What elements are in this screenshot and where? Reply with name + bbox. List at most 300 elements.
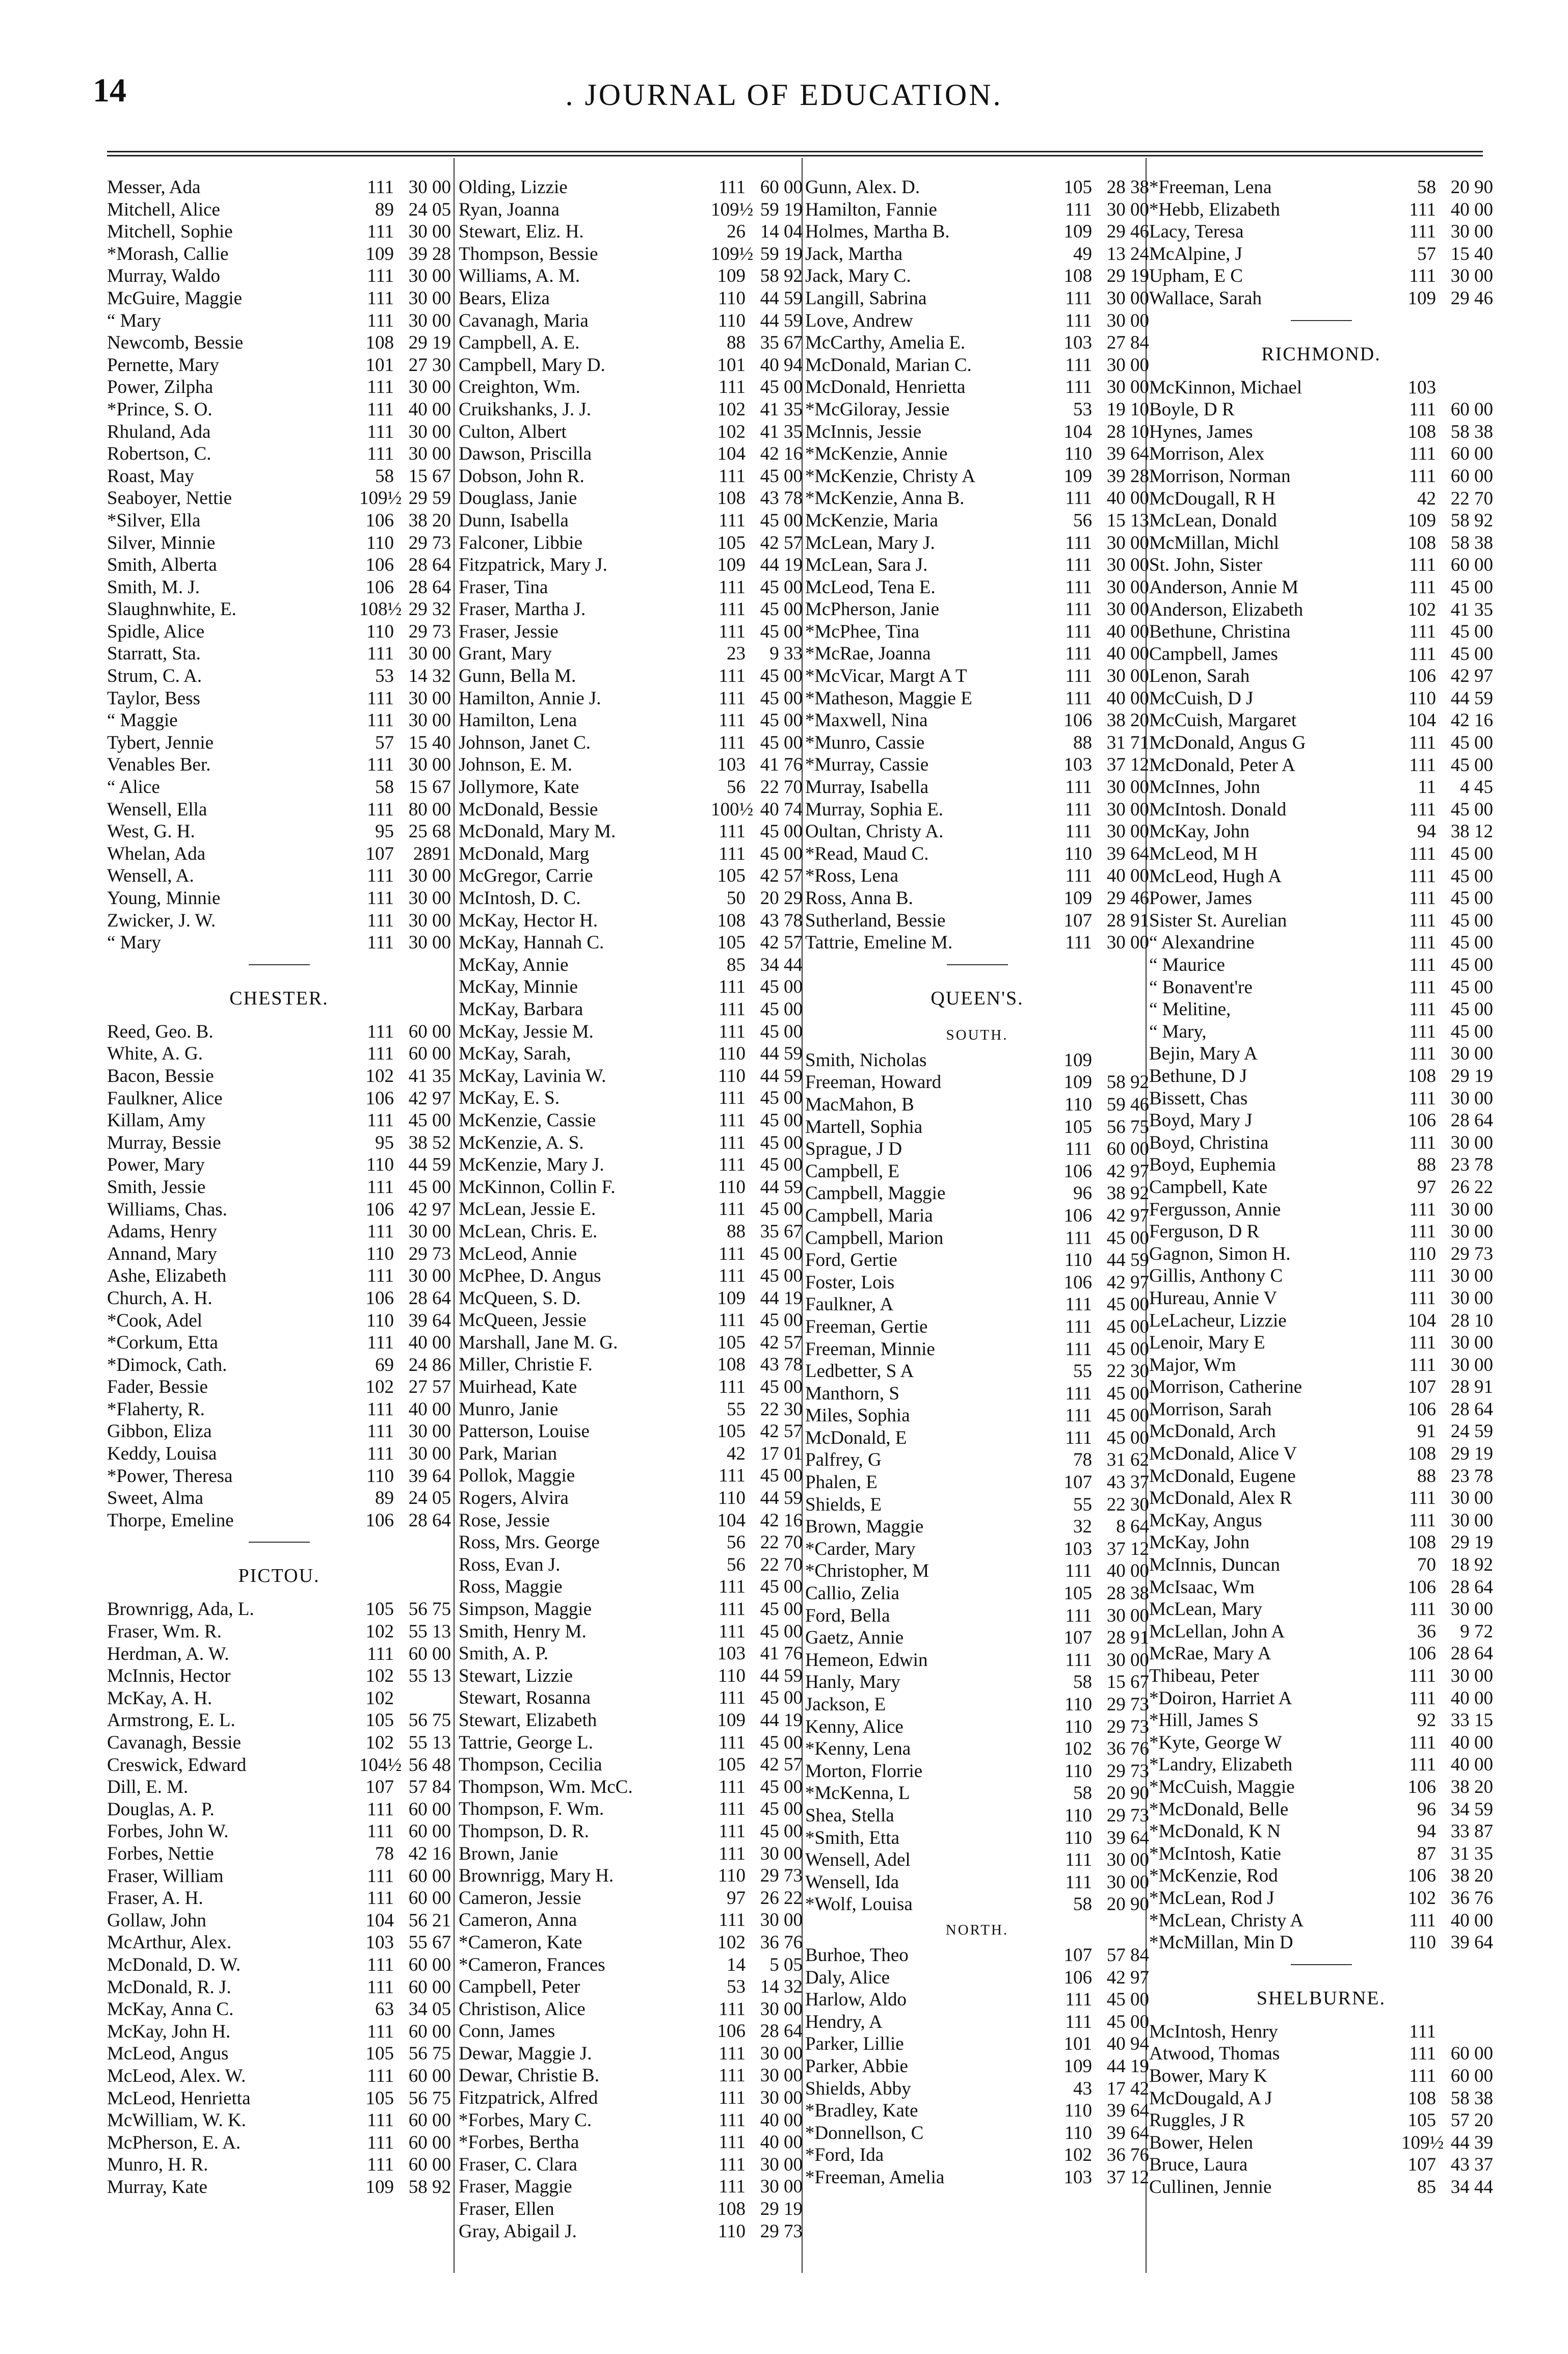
entry-amount: 40 00	[1106, 1560, 1149, 1582]
entry-days: 102	[365, 1377, 394, 1398]
list-row	[805, 1116, 1149, 1139]
entry-name: Williams, A. M.	[459, 266, 580, 287]
entry-name: Mitchell, Alice	[107, 199, 220, 220]
list-row	[1149, 1554, 1493, 1576]
list-row	[459, 1065, 803, 1088]
entry-amount: 30 00	[1106, 1649, 1149, 1671]
entry-name: McInnis, Duncan	[1149, 1554, 1280, 1576]
entry-name: Christison, Alice	[459, 1998, 586, 2020]
entry-amount: 23 78	[1450, 1465, 1493, 1487]
list-row	[805, 354, 1149, 377]
entry-days: 103	[365, 1932, 394, 1953]
list-row	[1149, 1843, 1493, 1865]
entry-amount: 44 59	[760, 310, 803, 331]
entry-amount: 40 74	[760, 799, 803, 820]
entry-name: McQueen, Jessie	[459, 1310, 587, 1331]
entry-amount: 58 92	[760, 266, 803, 287]
entry-days: 106	[365, 510, 394, 531]
entry-name: Kenny, Alice	[805, 1716, 903, 1737]
list-row	[107, 754, 451, 776]
entry-amount: 44 19	[760, 1287, 803, 1309]
entry-name: Hamilton, Fannie	[805, 199, 937, 220]
list-row	[1149, 399, 1493, 421]
entry-amount: 60 00	[1450, 399, 1493, 420]
list-row	[107, 1954, 451, 1976]
list-row	[107, 2065, 451, 2087]
entry-amount: 30 00	[760, 2043, 803, 2064]
entry-amount: 30 00	[1450, 1199, 1493, 1220]
entry-days: 26	[727, 221, 746, 243]
entry-amount: 30 00	[1106, 599, 1149, 620]
list-row	[1149, 2154, 1493, 2176]
list-row	[107, 1932, 451, 1954]
entry-name: Burhoe, Theo	[805, 1944, 909, 1966]
entry-amount: 42 57	[760, 1754, 803, 1776]
entry-name: “ Mary	[107, 310, 161, 331]
entry-amount: 31 71	[1106, 732, 1149, 753]
list-row	[107, 1132, 451, 1154]
entry-days: 107	[1064, 910, 1092, 931]
entry-days: 96	[1073, 1183, 1092, 1204]
entry-days: 104	[1064, 421, 1092, 442]
entry-amount: 30 00	[408, 377, 451, 398]
list-row	[107, 243, 451, 266]
entry-days: 111	[1065, 488, 1092, 509]
entry-days: 111	[367, 1443, 394, 1465]
entry-name: Fraser, Martha J.	[459, 599, 586, 620]
section-heading: SHELBURNE.	[1256, 1987, 1386, 2009]
entry-days: 94	[1417, 1821, 1436, 1842]
list-row	[805, 1989, 1149, 2011]
entry-name: *Dimock, Cath.	[107, 1354, 227, 1376]
list-row	[459, 2131, 803, 2154]
list-row	[1149, 910, 1493, 932]
entry-name: Thompson, F. Wm.	[459, 1798, 604, 1820]
list-row	[1149, 1420, 1493, 1443]
entry-name: Herdman, A. W.	[107, 1643, 229, 1664]
entry-amount: 30 00	[1450, 1510, 1493, 1531]
entry-name: Messer, Ada	[107, 177, 201, 198]
entry-days: 91	[1417, 1421, 1436, 1442]
entry-name: McCarthy, Amelia E.	[805, 332, 966, 354]
entry-days: 111	[1409, 554, 1436, 576]
entry-amount: 5 05	[769, 1954, 803, 1975]
list-row	[107, 1510, 451, 1532]
list-row	[1149, 1398, 1493, 1421]
list-row	[459, 1287, 803, 1310]
list-row	[805, 776, 1149, 799]
list-row	[459, 1176, 803, 1199]
entry-name: Sprague, J D	[805, 1139, 902, 1160]
column-4	[1149, 176, 1493, 2198]
entry-name: McKay, Hector H.	[459, 910, 598, 931]
list-row	[1149, 843, 1493, 865]
entry-amount: 45 00	[760, 1109, 803, 1131]
list-row	[805, 1471, 1149, 1494]
entry-amount: 59 19	[760, 199, 803, 220]
entry-name: Murray, Bessie	[107, 1132, 221, 1153]
list-row	[1149, 776, 1493, 799]
list-row	[805, 2166, 1149, 2189]
list-row	[459, 1643, 803, 1665]
entry-amount: 60 00	[408, 2132, 451, 2153]
entry-days: 111	[1409, 955, 1436, 975]
list-row	[459, 465, 803, 488]
list-row	[805, 332, 1149, 354]
entry-name: Bower, Helen	[1149, 2132, 1254, 2153]
entry-name: Shields, E	[805, 1494, 882, 1515]
list-row	[1149, 554, 1493, 576]
entry-days: 111	[367, 1888, 394, 1909]
list-row	[805, 1694, 1149, 1716]
list-row	[1149, 199, 1493, 221]
list-row	[107, 510, 451, 532]
list-row	[459, 510, 803, 532]
entry-amount: 38 20	[1450, 1865, 1493, 1887]
entry-name: *McDonald, K N	[1149, 1821, 1281, 1842]
entry-days: 111	[1065, 1989, 1092, 2011]
entry-days: 89	[375, 1488, 394, 1509]
list-row	[1149, 1709, 1493, 1732]
entry-name: McKay, Barbara	[459, 998, 583, 1020]
entry-amount: 20 29	[760, 888, 803, 909]
section-heading: CHESTER.	[229, 987, 329, 1009]
entry-name: *McDonald, Belle	[1149, 1798, 1289, 1820]
entry-name: McLean, Sara J.	[805, 554, 928, 576]
entry-amount: 45 00	[760, 710, 803, 731]
list-row	[107, 621, 451, 643]
entry-days: 111	[1409, 1332, 1436, 1354]
entry-days: 106	[365, 1088, 394, 1109]
list-row	[1149, 1754, 1493, 1776]
list-row	[805, 1944, 1149, 1967]
entry-amount: 45 00	[760, 843, 803, 864]
list-row	[459, 998, 803, 1021]
entry-days: 109	[717, 1709, 746, 1731]
entry-name: Armstrong, E. L.	[107, 1710, 235, 1731]
entry-days: 111	[1409, 199, 1436, 220]
entry-amount: 45 00	[760, 1732, 803, 1753]
list-row	[805, 1805, 1149, 1827]
entry-days: 88	[727, 1221, 746, 1242]
entry-amount: 39 64	[1106, 843, 1149, 864]
entry-name: Pollok, Maggie	[459, 1465, 575, 1487]
list-row	[459, 287, 803, 310]
list-row	[1149, 1109, 1493, 1132]
entry-name: Manthorn, S	[805, 1383, 899, 1404]
entry-days: 95	[375, 821, 394, 842]
entry-days: 111	[1409, 799, 1436, 820]
entry-days: 111	[1065, 377, 1092, 398]
list-row	[805, 576, 1149, 599]
entry-name: *Forbes, Bertha	[459, 2132, 579, 2153]
entry-amount: 22 70	[760, 1554, 803, 1575]
entry-amount: 38 20	[408, 510, 451, 531]
list-row	[107, 332, 451, 354]
entry-name: Patterson, Louise	[459, 1421, 590, 1442]
entry-name: McMillan, Michl	[1149, 532, 1279, 553]
entry-name: McRae, Mary A	[1149, 1643, 1271, 1664]
entry-amount: 45 00	[760, 1265, 803, 1287]
entry-amount: 40 00	[1450, 1732, 1493, 1753]
entry-days: 111	[719, 821, 746, 842]
entry-amount: 58 38	[1450, 421, 1493, 442]
list-row	[107, 709, 451, 732]
entry-name: Ross, Maggie	[459, 1576, 563, 1598]
list-row	[107, 1332, 451, 1354]
entry-days: 111	[367, 1954, 394, 1975]
entry-days: 106	[1407, 1110, 1436, 1131]
list-row	[805, 1893, 1149, 1916]
entry-amount: 55 67	[408, 1932, 451, 1953]
entry-days: 32	[1073, 1516, 1092, 1538]
list-row	[805, 243, 1149, 266]
entry-name: Gollaw, John	[107, 1910, 206, 1931]
entry-days: 110	[366, 1154, 394, 1176]
list-row	[1149, 1465, 1493, 1488]
list-row	[805, 1582, 1149, 1605]
entry-amount: 40 00	[1106, 488, 1149, 509]
entry-days: 111	[367, 1110, 394, 1131]
entry-days: 102	[1407, 599, 1436, 620]
entry-name: *Power, Theresa	[107, 1465, 233, 1487]
entry-days: 111	[719, 1154, 746, 1176]
entry-days: 111	[1065, 599, 1092, 620]
entry-days: 111	[1409, 843, 1436, 865]
entry-name: Fraser, Maggie	[459, 2176, 572, 2198]
list-row	[107, 2176, 451, 2199]
entry-amount: 43 78	[760, 1354, 803, 1376]
entry-name: Ross, Evan J.	[459, 1554, 561, 1575]
entry-name: Hanly, Mary	[805, 1672, 900, 1693]
entry-days: 111	[1065, 532, 1092, 553]
entry-days: 100½	[711, 799, 754, 820]
entry-name: Ford, Gertie	[805, 1250, 897, 1271]
entry-days: 111	[1409, 221, 1436, 243]
entry-amount: 39 64	[1106, 2100, 1149, 2122]
list-row	[1149, 243, 1493, 266]
entry-amount: 30 00	[1450, 1488, 1493, 1509]
section-heading: QUEEN'S.	[931, 987, 1024, 1009]
entry-name: Fraser, A. H.	[107, 1888, 203, 1909]
entry-days: 105	[717, 1421, 746, 1442]
entry-name: Campbell, Peter	[459, 1976, 580, 1998]
list-row	[805, 1827, 1149, 1849]
entry-amount: 45 00	[1450, 1021, 1493, 1042]
entry-name: Tattrie, George L.	[459, 1732, 593, 1753]
entry-amount: 45 00	[1106, 1383, 1149, 1404]
entry-days: 103	[1064, 1538, 1092, 1559]
list-row	[107, 1443, 451, 1465]
entry-amount: 30 00	[1106, 777, 1149, 798]
entry-days: 106	[717, 2021, 746, 2042]
entry-amount: 45 00	[760, 666, 803, 687]
entry-name: *Ford, Ida	[805, 2145, 884, 2166]
list-row	[1149, 221, 1493, 243]
entry-name: “ Mary	[107, 932, 161, 954]
entry-days: 105	[365, 1710, 394, 1731]
entry-amount: 41 35	[760, 399, 803, 420]
entry-name: *McKenzie, Christy A	[805, 465, 975, 487]
entry-days: 102	[717, 1932, 746, 1953]
entry-amount: 30 00	[408, 443, 451, 465]
entry-days: 111	[719, 1732, 746, 1753]
list-row	[107, 687, 451, 710]
entry-days: 110	[366, 1465, 394, 1487]
entry-name: McDonald, Henrietta	[805, 377, 966, 398]
list-row	[107, 2109, 451, 2132]
list-row	[1149, 1376, 1493, 1398]
entry-days: 105	[365, 1599, 394, 1620]
entry-name: “ Alice	[107, 777, 160, 798]
entry-amount: 13 24	[1106, 243, 1149, 265]
entry-amount: 22 30	[1106, 1494, 1149, 1515]
entry-days: 42	[1417, 488, 1436, 509]
entry-name: Parker, Abbie	[805, 2055, 908, 2077]
list-row	[1149, 1576, 1493, 1599]
entry-amount: 24 05	[408, 199, 451, 220]
entry-amount: 36 76	[760, 1932, 803, 1953]
list-row	[107, 910, 451, 932]
entry-days: 102	[717, 399, 746, 420]
list-row	[459, 754, 803, 776]
entry-days: 111	[1409, 1043, 1436, 1065]
entry-name: Spidle, Alice	[107, 621, 205, 642]
list-row	[1149, 887, 1493, 910]
entry-days: 111	[1409, 1265, 1436, 1287]
entry-amount: 30 00	[408, 710, 451, 731]
entry-days: 111	[1065, 1383, 1092, 1404]
entry-days: 111	[1065, 1316, 1092, 1337]
entry-amount: 45 00	[1450, 621, 1493, 643]
entry-days: 49	[1073, 243, 1092, 265]
entry-amount: 30 00	[1106, 287, 1149, 309]
entry-amount: 30 00	[1450, 1043, 1493, 1065]
entry-name: *McGiloray, Jessie	[805, 399, 950, 420]
entry-days: 106	[1407, 666, 1436, 687]
entry-days: 111	[1409, 910, 1436, 931]
entry-amount: 39 64	[1106, 1827, 1149, 1848]
list-row	[1149, 1132, 1493, 1154]
list-row	[459, 598, 803, 621]
list-row	[1149, 443, 1493, 465]
entry-name: McKay, Sarah,	[459, 1043, 571, 1065]
entry-name: Campbell, Kate	[1149, 1176, 1268, 1198]
entry-days: 108	[717, 910, 746, 931]
entry-amount: 28 64	[408, 576, 451, 598]
list-row	[805, 1738, 1149, 1760]
entry-days: 111	[719, 998, 746, 1020]
entry-amount: 45 00	[1106, 2011, 1149, 2032]
entry-days: 111	[719, 576, 746, 598]
list-row	[107, 1154, 451, 1176]
entry-amount: 55 13	[408, 1732, 451, 1753]
entry-amount: 40 00	[1450, 199, 1493, 220]
entry-days: 109	[1064, 1049, 1092, 1071]
list-row	[805, 1249, 1149, 1272]
entry-days: 111	[367, 1798, 394, 1820]
list-row	[107, 1065, 451, 1088]
entry-amount: 42 97	[408, 1199, 451, 1220]
entry-name: McKay, John H.	[107, 2021, 231, 2042]
list-row	[107, 1465, 451, 1488]
entry-amount: 41 35	[1450, 599, 1493, 620]
entry-amount: 40 00	[1106, 621, 1149, 642]
list-row	[1149, 1287, 1493, 1310]
entry-name: Faulkner, Alice	[107, 1088, 223, 1109]
entry-amount: 28 64	[408, 1510, 451, 1531]
section-divider	[107, 954, 451, 976]
entry-days: 111	[719, 1843, 746, 1864]
entry-amount: 45 00	[760, 976, 803, 998]
entry-amount: 29 19	[1450, 1532, 1493, 1553]
list-row	[107, 1887, 451, 1910]
entry-name: *Christopher, M	[805, 1560, 929, 1582]
entry-days: 110	[1064, 1694, 1092, 1715]
entry-days: 107	[365, 1777, 394, 1798]
list-row	[459, 687, 803, 710]
entry-amount: 30 00	[1106, 799, 1149, 820]
entry-name: Sutherland, Bessie	[805, 910, 946, 931]
entry-days: 108	[1407, 532, 1436, 553]
list-row	[459, 843, 803, 865]
entry-days: 87	[1417, 1843, 1436, 1864]
entry-name: McKenzie, Maria	[805, 510, 938, 531]
entry-name: Gray, Abigail J.	[459, 2220, 577, 2242]
entry-amount: 41 76	[760, 754, 803, 776]
entry-name: Gillis, Anthony C	[1149, 1265, 1283, 1287]
entry-name: Freeman, Howard	[805, 1072, 942, 1093]
entry-name: Stewart, Rosanna	[459, 1687, 591, 1709]
list-row	[1149, 1487, 1493, 1510]
entry-days: 106	[1407, 1576, 1436, 1598]
entry-amount: 30 00	[408, 1221, 451, 1242]
list-row	[1149, 732, 1493, 754]
entry-amount: 31 35	[1450, 1843, 1493, 1864]
entry-amount: 56 48	[408, 1754, 451, 1776]
entry-amount: 29 32	[408, 599, 451, 620]
list-row	[107, 421, 451, 443]
list-row	[1149, 932, 1493, 954]
entry-name: Lenon, Sarah	[1149, 666, 1250, 687]
list-row	[107, 1487, 451, 1510]
entry-amount: 44 19	[760, 554, 803, 576]
list-row	[805, 732, 1149, 754]
entry-name: *McKenzie, Annie	[805, 443, 948, 465]
entry-amount: 29 19	[408, 332, 451, 354]
entry-amount: 26 22	[760, 1887, 803, 1909]
entry-days: 110	[1408, 1243, 1436, 1264]
entry-name: Slaughnwhite, E.	[107, 599, 236, 620]
entry-amount: 14 04	[760, 221, 803, 243]
entry-days: 111	[1409, 754, 1436, 776]
entry-days: 58	[1417, 177, 1436, 198]
list-row	[107, 465, 451, 488]
entry-name: Cameron, Jessie	[459, 1887, 581, 1909]
entry-name: Fader, Bessie	[107, 1377, 208, 1398]
entry-days: 110	[717, 1176, 746, 1198]
list-row	[805, 265, 1149, 287]
entry-name: “ Alexandrine	[1149, 932, 1255, 954]
entry-days: 89	[375, 199, 394, 220]
entry-days: 57	[1417, 243, 1436, 265]
entry-days: 111	[1409, 1132, 1436, 1153]
entry-days: 111	[1065, 932, 1092, 954]
entry-amount: 42 97	[408, 1088, 451, 1109]
column-3	[805, 176, 1149, 2188]
entry-days: 111	[719, 1576, 746, 1598]
entry-days: 104	[717, 1510, 746, 1531]
